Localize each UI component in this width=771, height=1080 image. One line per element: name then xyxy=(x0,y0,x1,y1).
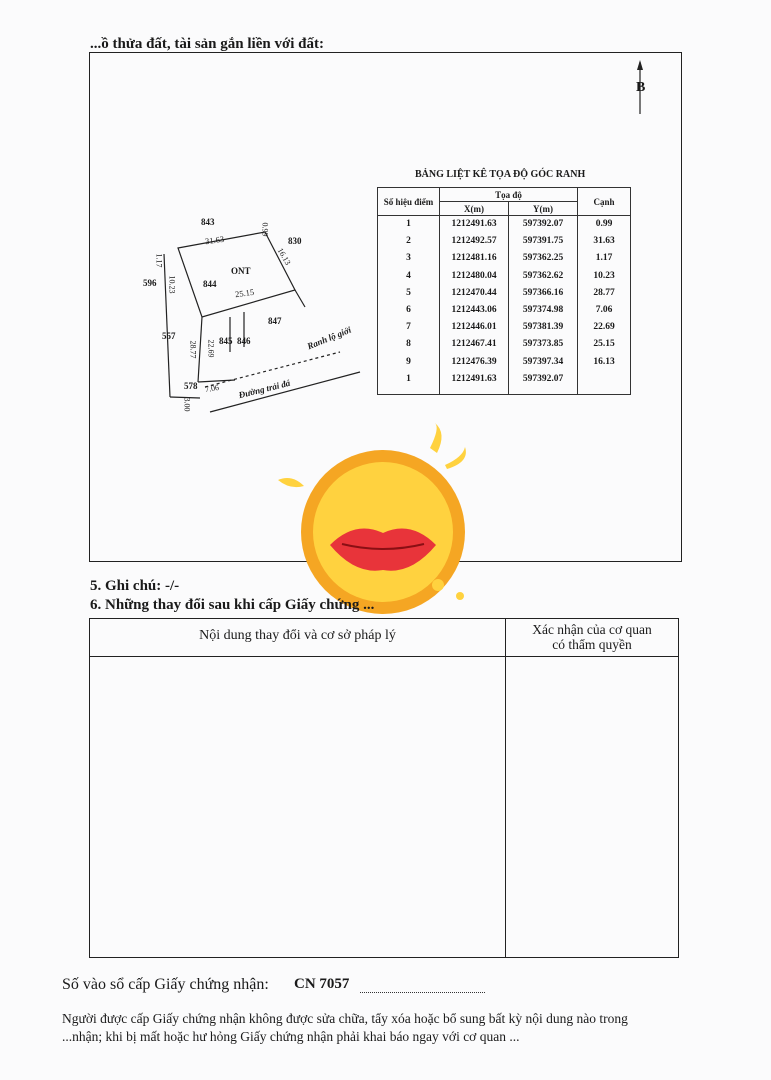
parcel-843: 843 xyxy=(201,217,215,227)
parcel-845: 845 xyxy=(219,336,233,346)
column-divider xyxy=(505,657,506,957)
edge-value: 25.15 xyxy=(593,339,615,350)
header-x: X(m) xyxy=(440,202,509,216)
x-value: 1212492.57 xyxy=(451,236,497,247)
edge-value: 31.63 xyxy=(593,236,615,247)
point-id: 5 xyxy=(406,287,411,298)
point-id: 9 xyxy=(406,356,411,367)
section-6-heading: 6. Những thay đổi sau khi cấp Giấy chứng ... xyxy=(90,597,375,613)
edge-value: 1.17 xyxy=(595,253,613,264)
road-label: Đường trải đá xyxy=(237,377,292,401)
header-coord: Tọa độ xyxy=(440,188,578,202)
points-column xyxy=(378,216,440,395)
edge-value: 10.23 xyxy=(593,270,615,281)
x-value: 1212480.04 xyxy=(451,270,497,281)
parcel-844: 844 xyxy=(203,279,217,289)
y-value: 597392.07 xyxy=(522,373,564,384)
dim-10-23: 10.23 xyxy=(167,275,177,294)
parcel-847: 847 xyxy=(268,316,282,326)
point-id: 7 xyxy=(406,322,411,333)
dim-28-77: 28.77 xyxy=(188,340,198,359)
confirm-header-line-1: Xác nhận của cơ quan xyxy=(532,622,652,637)
y-value: 597362.25 xyxy=(522,253,564,264)
x-value: 1212476.39 xyxy=(451,356,497,367)
point-id: 1 xyxy=(406,219,411,229)
edge-value: 7.06 xyxy=(595,304,613,315)
point-id: 8 xyxy=(406,339,411,350)
edge-value: 16.13 xyxy=(593,356,615,367)
parcel-557: 557 xyxy=(162,331,176,341)
x-value: 1212491.63 xyxy=(451,373,497,384)
y-value: 597391.75 xyxy=(522,236,564,247)
x-value: 1212481.16 xyxy=(451,253,497,264)
edge-column xyxy=(578,216,631,395)
edge-value: 22.69 xyxy=(593,322,615,333)
y-value: 597366.16 xyxy=(522,287,564,298)
x-value: 1212443.06 xyxy=(451,304,497,315)
dim-25-15: 25.15 xyxy=(234,286,255,300)
parcel-846: 846 xyxy=(237,336,251,346)
note-line-1: Người được cấp Giấy chứng nhận không được sửa chữa, tẩy xóa hoặc bổ sung bất kỳ nội dung nào trong xyxy=(62,1011,628,1026)
header-edge: Cạnh xyxy=(578,188,631,216)
y-value: 597392.07 xyxy=(522,219,564,229)
y-value: 597397.34 xyxy=(522,356,564,367)
changes-col-confirm-header xyxy=(506,619,678,657)
note-line-2: ...nhận; khi bị mất hoặc hư hỏng Giấy chứng nhận phải khai báo ngay với cơ quan ... xyxy=(62,1029,520,1044)
point-id: 2 xyxy=(406,236,411,247)
header-point: Số hiệu điểm xyxy=(378,188,440,216)
y-value: 597381.39 xyxy=(522,322,564,333)
dim-3-00: 3.00 xyxy=(182,397,192,412)
point-id: 6 xyxy=(406,304,411,315)
x-value: 1212491.63 xyxy=(451,219,497,229)
dim-31-63: 31.63 xyxy=(204,233,225,247)
x-value: 1212446.01 xyxy=(451,322,497,333)
dim-0-99: 0.99 xyxy=(260,222,270,237)
dim-1-17: 1.17 xyxy=(154,253,164,268)
y-value: 597373.85 xyxy=(522,339,564,350)
coord-table-title: BẢNG LIỆT KÊ TỌA ĐỘ GÓC RANH xyxy=(415,169,586,180)
y-value: 597374.98 xyxy=(522,304,564,315)
edge-value: 0.99 xyxy=(595,219,613,229)
edge-value: 28.77 xyxy=(593,287,615,298)
section-5-heading: 5. Ghi chú: -/- xyxy=(90,578,180,594)
dim-22-69: 22.69 xyxy=(206,339,216,358)
dim-16-13: 16.13 xyxy=(275,246,293,267)
point-id: 4 xyxy=(406,270,411,281)
north-label: B xyxy=(636,80,646,95)
section-4-heading: ...ồ thửa đất, tài sản gắn liền với đất: xyxy=(90,36,325,52)
x-value: 1212467.41 xyxy=(451,339,497,350)
confirm-header-line-2: có thẩm quyền xyxy=(552,637,632,652)
parcel-578: 578 xyxy=(184,381,198,391)
y-column xyxy=(509,216,578,395)
point-id: 1 xyxy=(406,373,411,384)
point-id: 3 xyxy=(406,253,411,264)
y-value: 597362.62 xyxy=(522,270,564,281)
register-label: Số vào sổ cấp Giấy chứng nhận: xyxy=(62,976,269,993)
header-y: Y(m) xyxy=(509,202,578,216)
dim-7-06: 7.06 xyxy=(204,382,220,395)
lips-sticker-icon xyxy=(270,420,485,620)
parcel-830: 830 xyxy=(288,236,302,246)
register-value: CN 7057 xyxy=(294,976,350,992)
x-column xyxy=(440,216,509,395)
register-dotted-line xyxy=(360,992,485,993)
x-value: 1212470.44 xyxy=(451,287,497,298)
coord-table xyxy=(377,187,631,395)
changes-col-content-header: Nội dung thay đổi và cơ sở pháp lý xyxy=(90,619,506,657)
parcel-596: 596 xyxy=(143,278,157,288)
changes-table xyxy=(89,618,679,958)
boundary-label: Ranh lộ giới xyxy=(305,324,353,352)
parcel-ont: ONT xyxy=(231,266,251,276)
